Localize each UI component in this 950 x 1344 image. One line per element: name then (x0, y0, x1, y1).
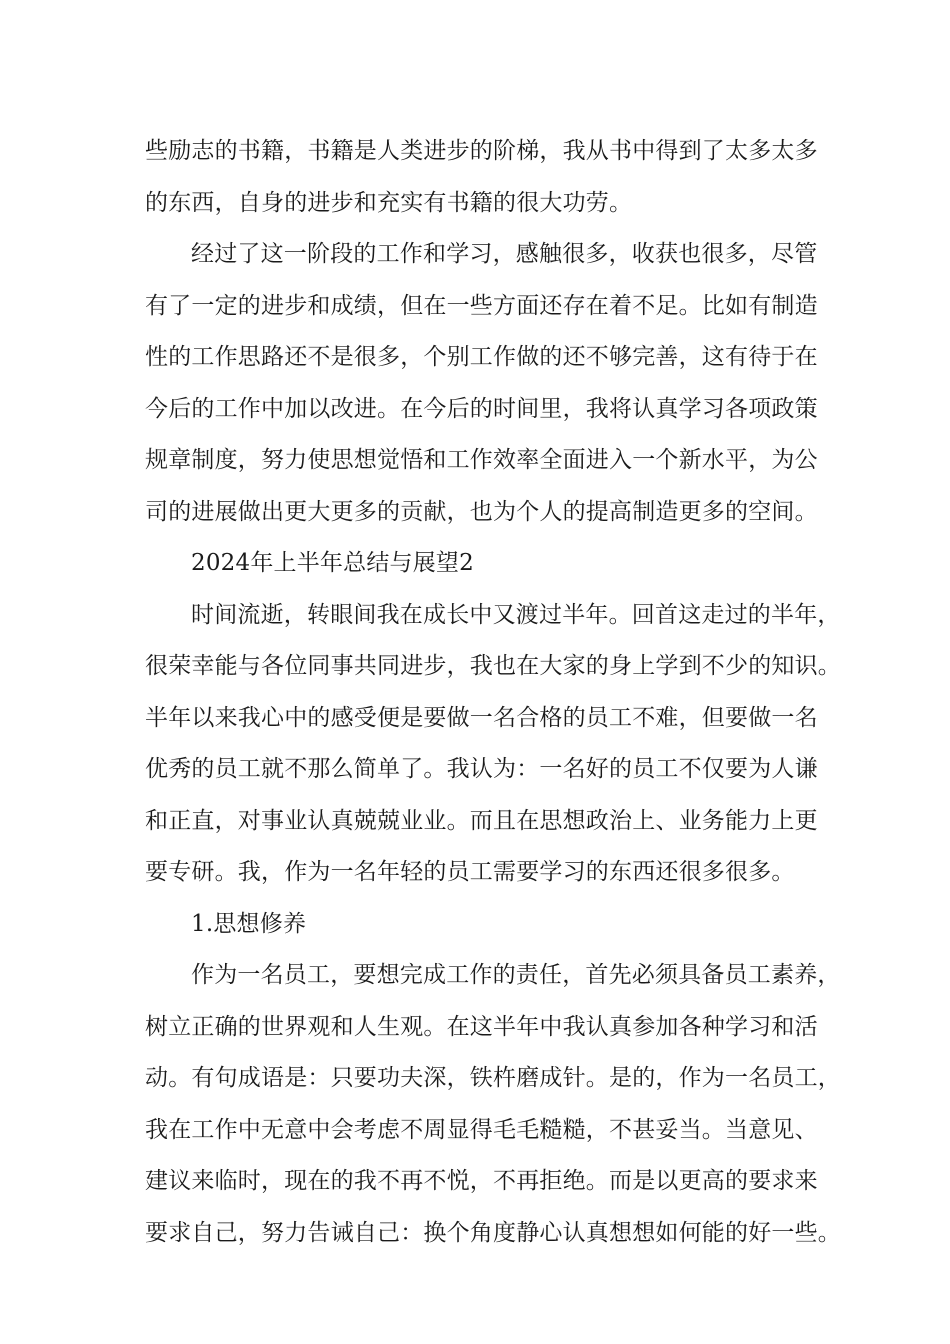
text-line: 有了一定的进步和成绩，但在一些方面还存在着不足。比如有制造 (145, 292, 818, 319)
text-line: 我在工作中无意中会考虑不周显得毛毛糙糙，不甚妥当。当意见、 (145, 1116, 818, 1143)
section-title: 2024年上半年总结与展望2 (191, 550, 474, 576)
text-line: 树立正确的世界观和人生观。在这半年中我认真参加各种学习和活 (145, 1013, 818, 1040)
paragraph-start-line: 经过了这一阶段的工作和学习，感触很多，收获也很多，尽管 (191, 241, 818, 267)
paragraph-start-line: 作为一名员工，要想完成工作的责任，首先必须具备员工素养， (191, 962, 841, 988)
text-line: 规章制度，努力使思想觉悟和工作效率全面进入一个新水平，为公 (145, 447, 818, 473)
text-line: 要专研。我，作为一名年轻的员工需要学习的东西还很多很多。 (145, 859, 795, 885)
subsection-heading: 1.思想修养 (191, 910, 307, 937)
text-line: 要求自己，努力告诫自己：换个角度静心认真想想如何能的好一些。 (145, 1219, 841, 1246)
text-line: 和正直，对事业认真兢兢业业。而且在思想政治上、业务能力上更 (145, 807, 818, 834)
text-line: 性的工作思路还不是很多，个别工作做的还不够完善，这有待于在 (145, 344, 818, 370)
paragraph-start-line: 时间流逝，转眼间我在成长中又渡过半年。回首这走过的半年， (191, 601, 841, 628)
text-line: 建议来临时，现在的我不再不悦，不再拒绝。而是以更高的要求来 (145, 1168, 818, 1194)
text-line: 司的进展做出更大更多的贡献，也为个人的提高制造更多的空间。 (145, 498, 818, 525)
document-body (145, 128, 841, 1261)
text-line: 今后的工作中加以改进。在今后的时间里，我将认真学习各项政策 (145, 395, 818, 422)
text-line: 很荣幸能与各位同事共同进步，我也在大家的身上学到不少的知识。 (145, 653, 841, 679)
text-line: 半年以来我心中的感受便是要做一名合格的员工不难，但要做一名 (145, 704, 818, 731)
text-line: 的东西，自身的进步和充实有书籍的很大功劳。 (145, 189, 633, 216)
text-line: 优秀的员工就不那么简单了。我认为：一名好的员工不仅要为人谦 (145, 756, 818, 782)
text-line: 些励志的书籍，书籍是人类进步的阶梯，我从书中得到了太多太多 (145, 138, 818, 164)
text-line: 动。有句成语是：只要功夫深，铁杵磨成针。是的，作为一名员工， (145, 1065, 841, 1091)
